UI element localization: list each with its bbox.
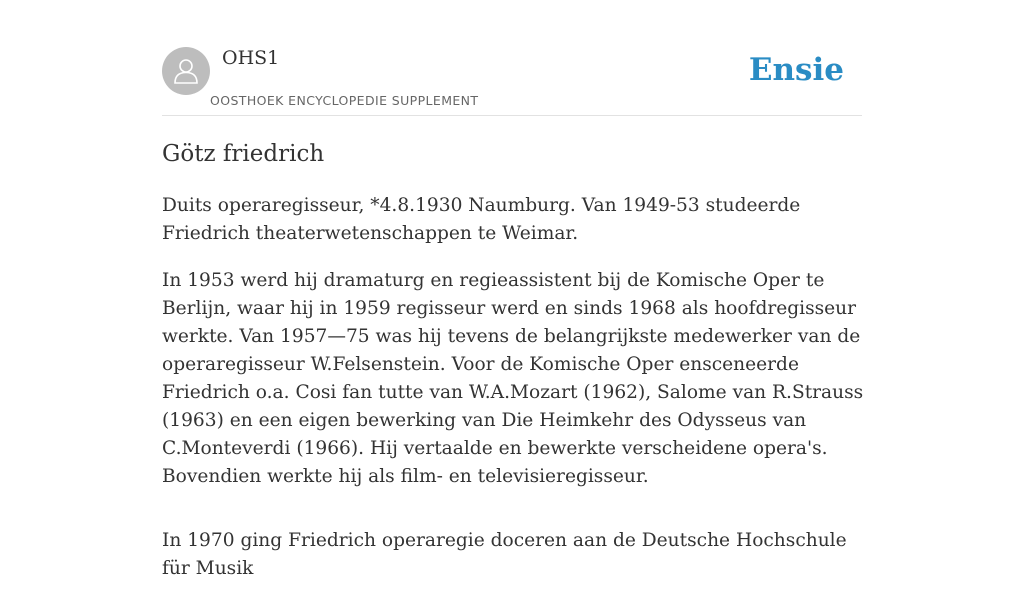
avatar[interactable]	[162, 47, 210, 95]
source-label[interactable]: OOSTHOEK ENCYCLOPEDIE SUPPLEMENT	[210, 93, 479, 108]
article-body	[162, 192, 867, 602]
author-name[interactable]: OHS1	[222, 47, 280, 69]
article-paragraph: Duits operaregisseur, *4.8.1930 Naumburg. Van 1949-53 studeerde Friedrich theaterwetenschappen te Weimar.	[162, 195, 801, 244]
article-header	[162, 46, 862, 116]
brand-logo[interactable]: Ensie	[748, 52, 844, 88]
user-icon	[171, 56, 201, 86]
article-paragraph: In 1953 werd hij dramaturg en regieassistent bij de Komische Oper te Berlijn, waar hij in 1959 regisseur werd en sinds 1968 als hoofdregisseur werkte. Van 1957—75 was hij tevens de belangrijkste medewerker van de operaregisseur W.Felsenstein. Voor de Komische Oper ensceneerde Friedrich o.a. Cosi fan tutte van W.A.Mozart (1962), Salome van R.Strauss (1963) en een eigen bewerking van Die Heimkehr des Odysseus van C.Monteverdi (1966). Hij vertaalde en bewerkte verscheidene opera's. Bovendien werkte hij als film- en televisieregisseur.	[162, 270, 864, 487]
article-paragraph: In 1970 ging Friedrich operaregie doceren aan de Deutsche Hochschule für Musik	[162, 530, 847, 579]
page-title: Götz friedrich	[162, 141, 325, 167]
